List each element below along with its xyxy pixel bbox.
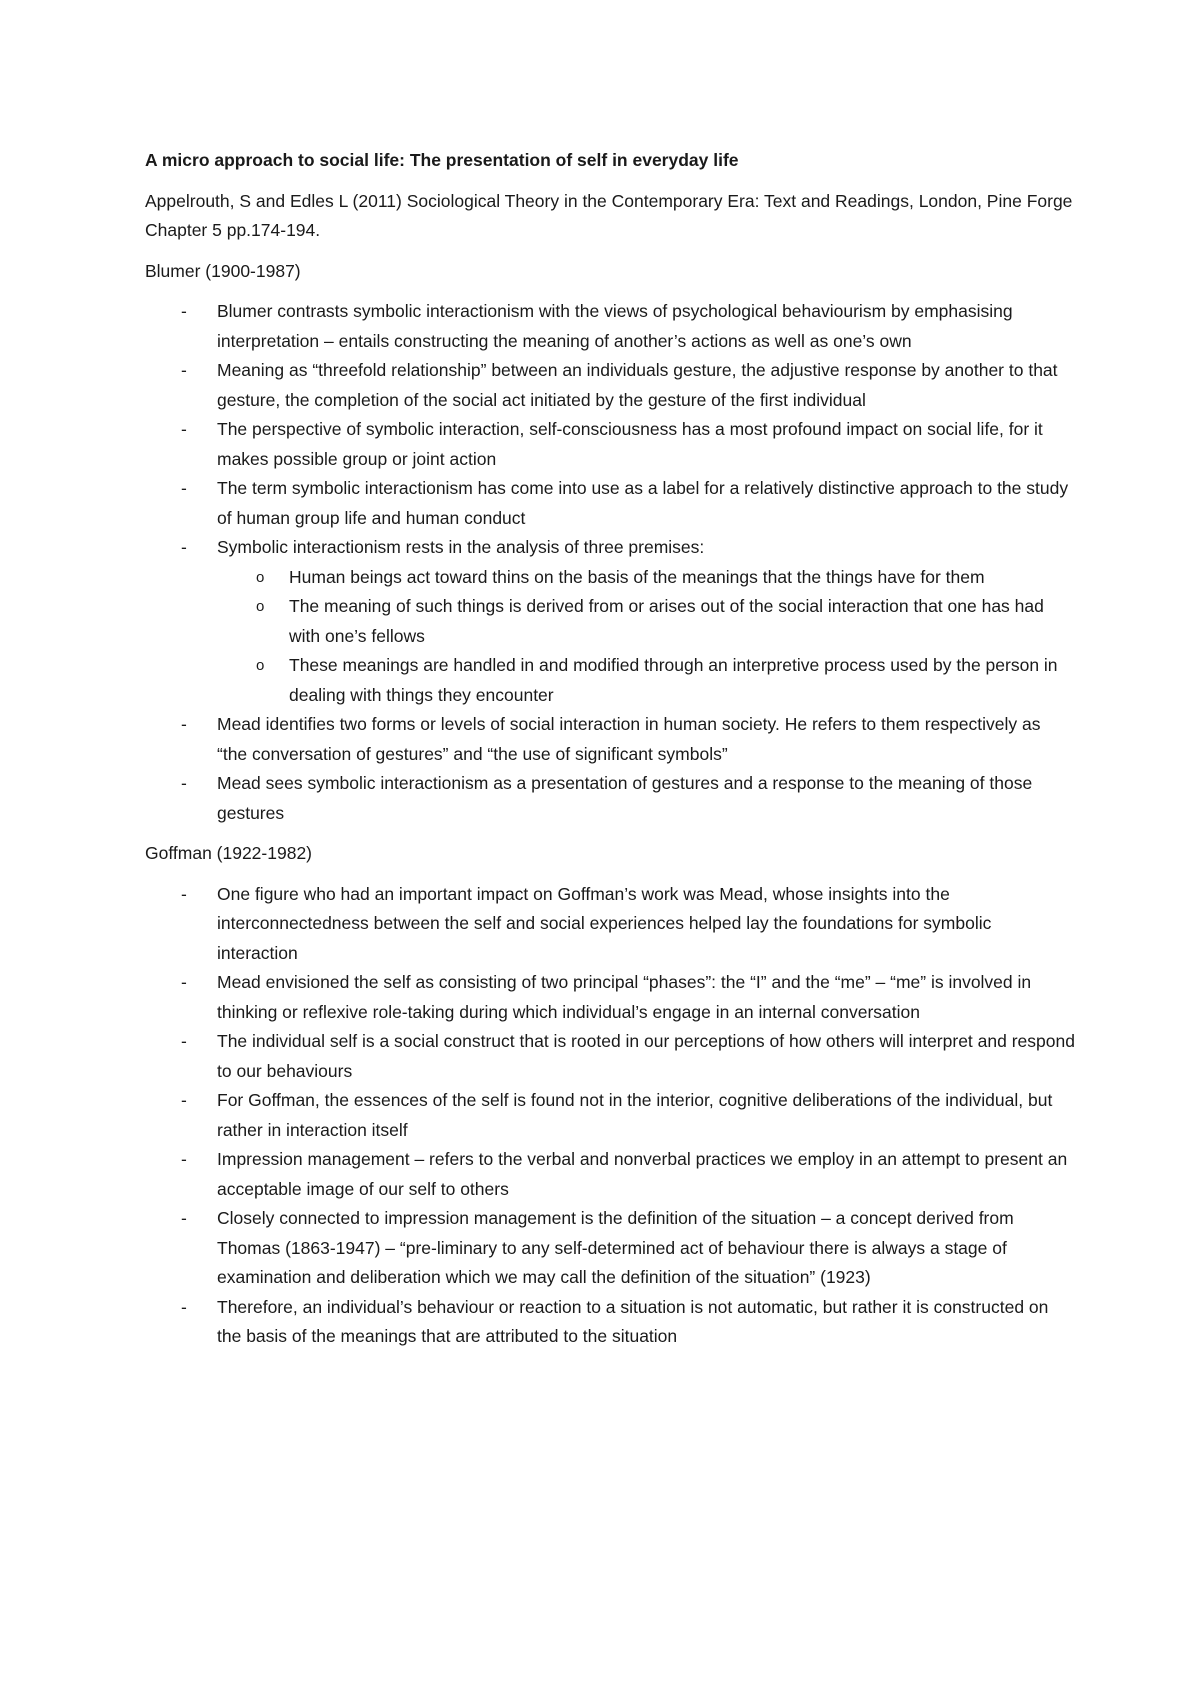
- list-item: [145, 1145, 1075, 1204]
- list-item-text: Mead envisioned the self as consisting of two principal “phases”: the “I” and the “me” – “me” is involved in thinking or reflexive role-taking during which individual’s engage in an internal conversation: [217, 972, 1032, 1022]
- list-item: [145, 880, 1075, 969]
- dash-bullet: -: [181, 883, 187, 904]
- list-item: [145, 710, 1075, 769]
- list-item: [145, 1204, 1075, 1293]
- circle-bullet: o: [256, 598, 265, 615]
- sub-list-item: [217, 592, 1075, 651]
- sub-list-item-text: Human beings act toward thins on the basis of the meanings that the things have for them: [289, 566, 985, 587]
- list-item: [145, 968, 1075, 1027]
- list-item-text: Therefore, an individual’s behaviour or reaction to a situation is not automatic, but rather it is constructed on the basis of the meanings that are attributed to the situation: [217, 1296, 1049, 1346]
- reference-citation: Appelrouth, S and Edles L (2011) Sociological Theory in the Contemporary Era: Text and Readings, London, Pine Forge Chapter 5 pp.174-194.: [145, 190, 1073, 240]
- list-item: [145, 1293, 1075, 1352]
- dash-bullet: -: [181, 773, 187, 793]
- dash-bullet: -: [181, 1090, 187, 1110]
- list-item-text: Mead identifies two forms or levels of social interaction in human society. He refers to them respectively as “the conversation of gestures” and “the use of significant symbols”: [217, 714, 1041, 764]
- list-item: [145, 1027, 1075, 1086]
- list-item: [145, 533, 1075, 710]
- list-item: [145, 297, 1075, 356]
- section-heading-goffman: Goffman (1922-1982): [145, 843, 313, 863]
- dash-bullet: -: [181, 301, 187, 321]
- dash-bullet: -: [181, 419, 187, 439]
- sub-list-item-text: These meanings are handled in and modified through an interpretive process used by the person in dealing with things they encounter: [289, 655, 1058, 705]
- list-item-text: Closely connected to impression management is the definition of the situation – a concept derived from Thomas (1863-1947) – “pre-liminary to any self-determined act of behaviour there is always a stage of examination and deliberation which we may call the definition of the situation” (1923): [217, 1208, 1014, 1287]
- list-item-text: Mead sees symbolic interactionism as a presentation of gestures and a response to the meaning of those gestures: [217, 773, 1033, 823]
- sub-list-item: [217, 563, 1075, 593]
- premises-sub-list: [217, 563, 1075, 711]
- goffman-bullet-list: [145, 880, 1075, 1352]
- circle-bullet: o: [256, 568, 265, 586]
- dash-bullet: -: [181, 1208, 187, 1228]
- dash-bullet: -: [181, 360, 187, 380]
- document-body: [145, 146, 1075, 1363]
- section-heading-blumer: Blumer (1900-1987): [145, 260, 301, 281]
- dash-bullet: -: [181, 478, 187, 498]
- dash-bullet: -: [181, 972, 187, 992]
- list-item: [145, 769, 1075, 828]
- list-item-text: One figure who had an important impact on Goffman’s work was Mead, whose insights into the interconnectedness between the self and social experiences helped lay the foundations for symbolic interaction: [217, 883, 992, 963]
- document-title: A micro approach to social life: The presentation of self in everyday life: [145, 150, 739, 170]
- circle-bullet: o: [256, 657, 265, 674]
- list-item: [145, 356, 1075, 415]
- sub-list-item-text: The meaning of such things is derived from or arises out of the social interaction that one has had with one’s fellows: [289, 596, 1044, 646]
- list-item-text: For Goffman, the essences of the self is found not in the interior, cognitive deliberations of the individual, but rather in interaction itself: [217, 1090, 1053, 1140]
- list-item-text: Symbolic interactionism rests in the analysis of three premises:: [217, 537, 705, 557]
- list-item-text: The perspective of symbolic interaction, self-consciousness has a most profound impact on social life, for it makes possible group or joint action: [217, 419, 1043, 469]
- dash-bullet: -: [181, 714, 187, 734]
- list-item: [145, 415, 1075, 474]
- list-item: [145, 1086, 1075, 1145]
- dash-bullet: -: [181, 1031, 187, 1051]
- dash-bullet: -: [181, 1296, 187, 1317]
- list-item-text: Impression management – refers to the verbal and nonverbal practices we employ in an attempt to present an acceptable image of our self to others: [217, 1149, 1068, 1199]
- sub-list-item: [217, 651, 1075, 710]
- list-item-text: Meaning as “threefold relationship” between an individuals gesture, the adjustive response by another to that gesture, the completion of the social act initiated by the gesture of the first individual: [217, 360, 1058, 410]
- list-item: [145, 474, 1075, 533]
- blumer-bullet-list: [145, 297, 1075, 828]
- list-item-text: Blumer contrasts symbolic interactionism with the views of psychological behaviourism by emphasising interpretation – entails constructing the meaning of another’s actions as well as one’s own: [217, 301, 1013, 351]
- dash-bullet: -: [181, 1149, 187, 1169]
- list-item-text: The term symbolic interactionism has come into use as a label for a relatively distinctive approach to the study of human group life and human conduct: [217, 478, 1069, 528]
- list-item-text: The individual self is a social construct that is rooted in our perceptions of how others will interpret and respond to our behaviours: [217, 1031, 1075, 1081]
- dash-bullet: -: [181, 537, 187, 557]
